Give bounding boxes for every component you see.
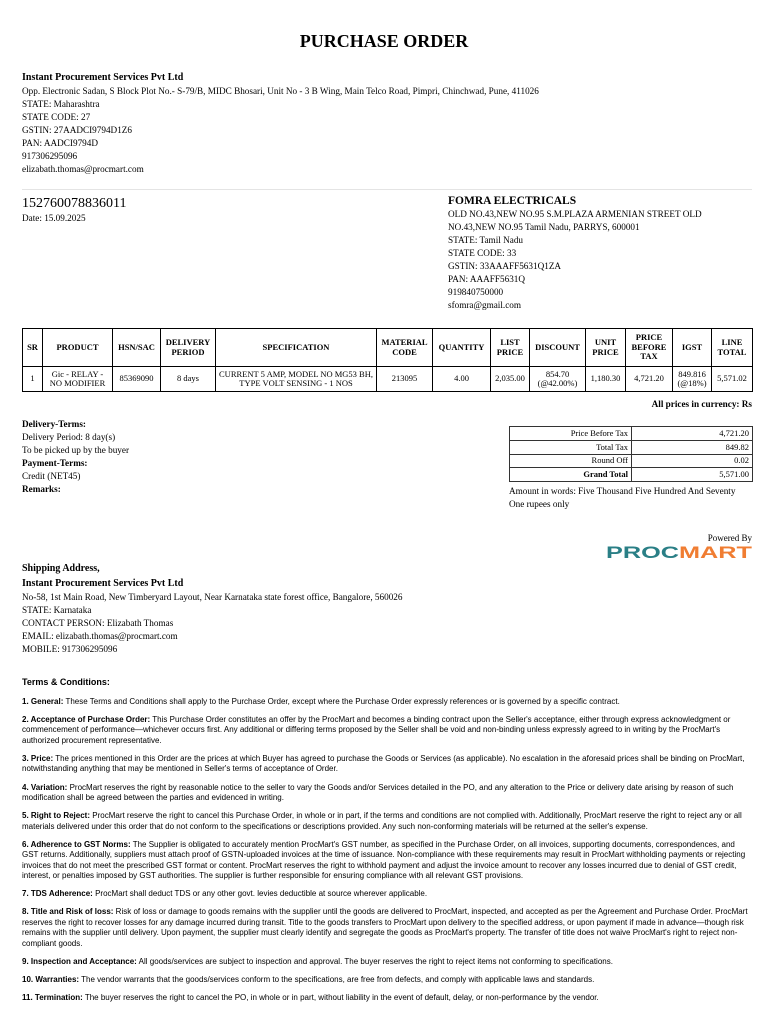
totals-value: 849.82 [632,440,753,454]
term-item [22,993,752,1003]
totals-row [510,427,753,441]
term-heading: 11. Termination: [22,993,83,1003]
cell-price-before-tax: 4,721.20 [626,367,673,392]
term-body: All goods/services are subject to inspection and approval. The buyer reserves the right to reject items not conforming to specifications. [138,956,613,966]
vendor-phone: 919840750000 [448,287,504,297]
delivery-mode: To be picked up by the buyer [22,445,130,455]
term-item [22,754,752,775]
buyer-name: Instant Procurement Services Pvt Ltd [22,72,184,83]
table-row [23,367,753,392]
header-list-price: LIST PRICE [491,329,530,367]
header-sr: SR [23,329,43,367]
terms-title: Terms & Conditions: [22,677,110,687]
shipping-state: STATE: Karnataka [22,605,92,615]
cell-line-total: 5,571.02 [712,367,753,392]
grand-total-label: Grand Total [510,468,632,482]
totals-value: 0.02 [632,454,753,468]
term-heading: 9. Inspection and Acceptance: [22,956,137,966]
cell-hsn-sac: 85369090 [113,367,161,392]
header-discount: DISCOUNT [530,329,586,367]
header-material-code: MATERIAL CODE [377,329,433,367]
logo-part-mart: MART [679,545,729,561]
totals-label: Round Off [510,454,632,468]
term-item [22,975,752,985]
document-title: PURCHASE ORDER [299,31,469,51]
header-igst: IGST [673,329,712,367]
logo-text [606,545,752,561]
term-item [22,889,752,899]
term-body: This Purchase Order constitutes an offer by the ProcMart and becomes a binding contract upon the Seller's acceptance, either through express acknowledgment or commencement of performance—whichever occurs first. Any additional or differing terms proposed by the Seller shall be void and non-binding unless expressly agreed to in writing by the ProcMart's authorized procurement representative. [22,715,731,745]
order-terms [22,418,322,496]
totals-row [510,440,753,454]
term-heading: 10. Warranties: [22,975,80,985]
totals-table [509,426,753,482]
powered-by-label: Powered By [707,533,752,543]
shipping-heading: Shipping Address, [22,563,100,574]
term-body: The prices mentioned in this Order are the prices at which Buyer has agreed to purchase the Goods or Services (as applicable). No escalation in the aforesaid prices shall be binding on ProcMart, notwithstanding anything that may be mentioned in Seller's terms of acceptance of Order. [22,754,745,774]
order-info [22,195,322,225]
cell-quantity: 4.00 [433,367,491,392]
term-heading: 1. General: [22,696,64,706]
buyer-phone: 917306295096 [22,151,78,161]
vendor-gstin: GSTIN: 33AAAFF5631Q1ZA [448,261,562,271]
payment-terms: Credit (NET45) [22,471,81,481]
vendor-email: sfomra@gmail.com [448,300,522,310]
buyer-gstin: GSTIN: 27AADCI9794D1Z6 [22,125,132,135]
header-price-before-tax: PRICE BEFORE TAX [626,329,673,367]
cell-specification: CURRENT 5 AMP, MODEL NO MG53 BH, TYPE VOLT SENSING - 1 NOS [216,367,377,392]
vendor-address: OLD NO.43,NEW NO.95 S.M.PLAZA ARMENIAN STREET OLD NO.43,NEW NO.95 Tamil Nadu, PARRYS, 600001 [448,209,702,232]
items-header-row [23,329,753,367]
header-line-total: LINE TOTAL [712,329,753,367]
vendor-state-code: STATE CODE: 33 [448,248,517,258]
vendor-pan: PAN: AAAFF5631Q [448,274,526,284]
grand-total-row [510,468,753,482]
totals-label: Price Before Tax [510,427,632,441]
buyer-pan: PAN: AADCI9794D [22,138,98,148]
term-item [22,840,752,882]
term-heading: 2. Acceptance of Purchase Order: [22,715,151,724]
totals-row [510,454,753,468]
term-body: ProcMart shall deduct TDS or any other govt. levies deductible at source wherever applicable. [95,889,428,899]
cell-list-price: 2,035.00 [491,367,530,392]
term-heading: 3. Price: [22,754,54,764]
header-hsn-sac: HSN/SAC [113,329,161,367]
term-body: ProcMart reserves the right by reasonable notice to the seller to vary the Goods and/or Services detailed in the PO, and any alteration to the Price or delivery date arising by reason of such modification shall be agreed between the parties and evidenced in writing. [22,782,734,803]
vendor-name: FOMRA ELECTRICALS [448,195,577,207]
grand-total-value: 5,571.00 [632,468,753,482]
term-heading: 5. Right to Reject: [22,811,91,821]
term-body: The buyer reserves the right to cancel the PO, in whole or in part, without liability in the event of default, delay, or non-performance by the vendor. [84,993,599,1003]
cell-discount: 854.70 (@42.00%) [530,367,586,392]
logo-part-proc: PROC [606,545,656,561]
cell-product: Gic - RELAY - NO MODIFIER [43,367,113,392]
shipping-name: Instant Procurement Services Pvt Ltd [22,578,184,589]
shipping-mobile: MOBILE: 917306295096 [22,644,118,654]
amount-in-words: Amount in words: Five Thousand Five Hundred And Seventy One rupees only [509,486,736,509]
header-delivery-period: DELIVERY PERIOD [161,329,216,367]
vendor-details [448,194,728,312]
delivery-terms-label: Delivery-Terms: [22,419,86,429]
shipping-email: EMAIL: elizabath.thomas@procmart.com [22,631,178,641]
remarks-label: Remarks: [22,484,61,494]
divider [22,189,752,190]
cell-unit-price: 1,180.30 [586,367,626,392]
shipping-street: No-58, 1st Main Road, New Timberyard Layout, Near Karnataka state forest office, Bangalore, 560026 [22,592,403,602]
cell-igst: 849.816 (@18%) [673,367,712,392]
currency-note: All prices in currency: Rs [651,399,752,409]
shipping-contact: CONTACT PERSON: Elizabath Thomas [22,618,174,628]
shipping-address [22,561,752,656]
procmart-logo [606,545,752,561]
term-item [22,907,752,949]
totals-value: 4,721.20 [632,427,753,441]
vendor-state: STATE: Tamil Nadu [448,235,524,245]
header-product: PRODUCT [43,329,113,367]
term-item [22,783,752,804]
po-number: 152760078836011 [22,196,127,211]
buyer-email: elizabath.thomas@procmart.com [22,164,144,174]
buyer-state: STATE: Maharashtra [22,99,100,109]
payment-terms-label: Payment-Terms: [22,458,88,468]
term-body: These Terms and Conditions shall apply to the Purchase Order, except where the Purchase Order expressly references or is governed by a specific contract. [65,696,620,706]
cell-sr: 1 [23,367,43,392]
term-body: Risk of loss or damage to goods remains with the supplier until the goods are delivered to ProcMart, inspected, and accepted as per the Agreement and Purchase Order. ProcMart reserves the right to recover losses for any damage incurred during transit. Title to the goods transfers to ProcMart upon delivery to the specified address, or upon payment if made in advance—though risk remains with the supplier until delivery. Upon payment, the supplier must clearly identify and segregate the goods as ProcMart's property. The transfer of title does not waive ProcMart's right to reject non-compliant goods. [22,907,748,948]
po-date: Date: 15.09.2025 [22,213,86,223]
cell-material-code: 213095 [377,367,433,392]
items-table [22,328,753,392]
totals-label: Total Tax [510,440,632,454]
header-quantity: QUANTITY [433,329,491,367]
buyer-address: Opp. Electronic Sadan, S Block Plot No.- S-79/B, MIDC Bhosari, Unit No - 3 B Wing, Main Telco Road, Pimpri, Chinchwad, Pune, 411026 [22,86,539,96]
buyer-details [22,70,752,176]
cell-delivery-period: 8 days [161,367,216,392]
term-heading: 6. Adherence to GST Norms: [22,839,131,849]
term-item [22,715,752,746]
header-unit-price: UNIT PRICE [586,329,626,367]
delivery-period: Delivery Period: 8 day(s) [22,432,116,442]
term-item [22,697,752,707]
term-item [22,811,752,832]
header-specification: SPECIFICATION [216,329,377,367]
term-item [22,957,752,967]
term-body: ProcMart reserve the right to cancel this Purchase Order, in whole or in part, if the terms and conditions are not complied with. Additionally, ProcMart reserve the right to reject any or all materials delivered under this order that do not conform to the specifications or descriptions provided. Any such non-conforming materials will be returned at the seller's expense. [22,811,742,831]
term-heading: 7. TDS Adherence: [22,889,93,899]
terms-and-conditions [22,676,752,1012]
term-heading: 8. Title and Risk of loss: [22,907,114,917]
term-body: The Supplier is obligated to accurately mention ProcMart's GST number, as specified in the Purchase Order, on all invoices, supporting documents, correspondences, and GST returns. Additionally, suppliers must attach proof of GSTN-uploaded invoices at the time of issuance. Non-compliance with these requirements may result in ProcMart withholding payments or rejecting invoices that do not meet the prescribed GST format or content. ProcMart reserves the right to withhold payment and adjust the invoice amount to recover any losses incurred due to denial of GST credit, interest, or penalties imposed by GST authorities. The supplier is further responsible for ensuring compliance with all relevant GST provisions. [22,839,746,881]
buyer-state-code: STATE CODE: 27 [22,112,91,122]
term-heading: 4. Variation: [22,782,68,792]
term-body: The vendor warrants that the goods/services conform to the specifications, are free from defects, and comply with applicable laws and standards. [81,975,595,985]
